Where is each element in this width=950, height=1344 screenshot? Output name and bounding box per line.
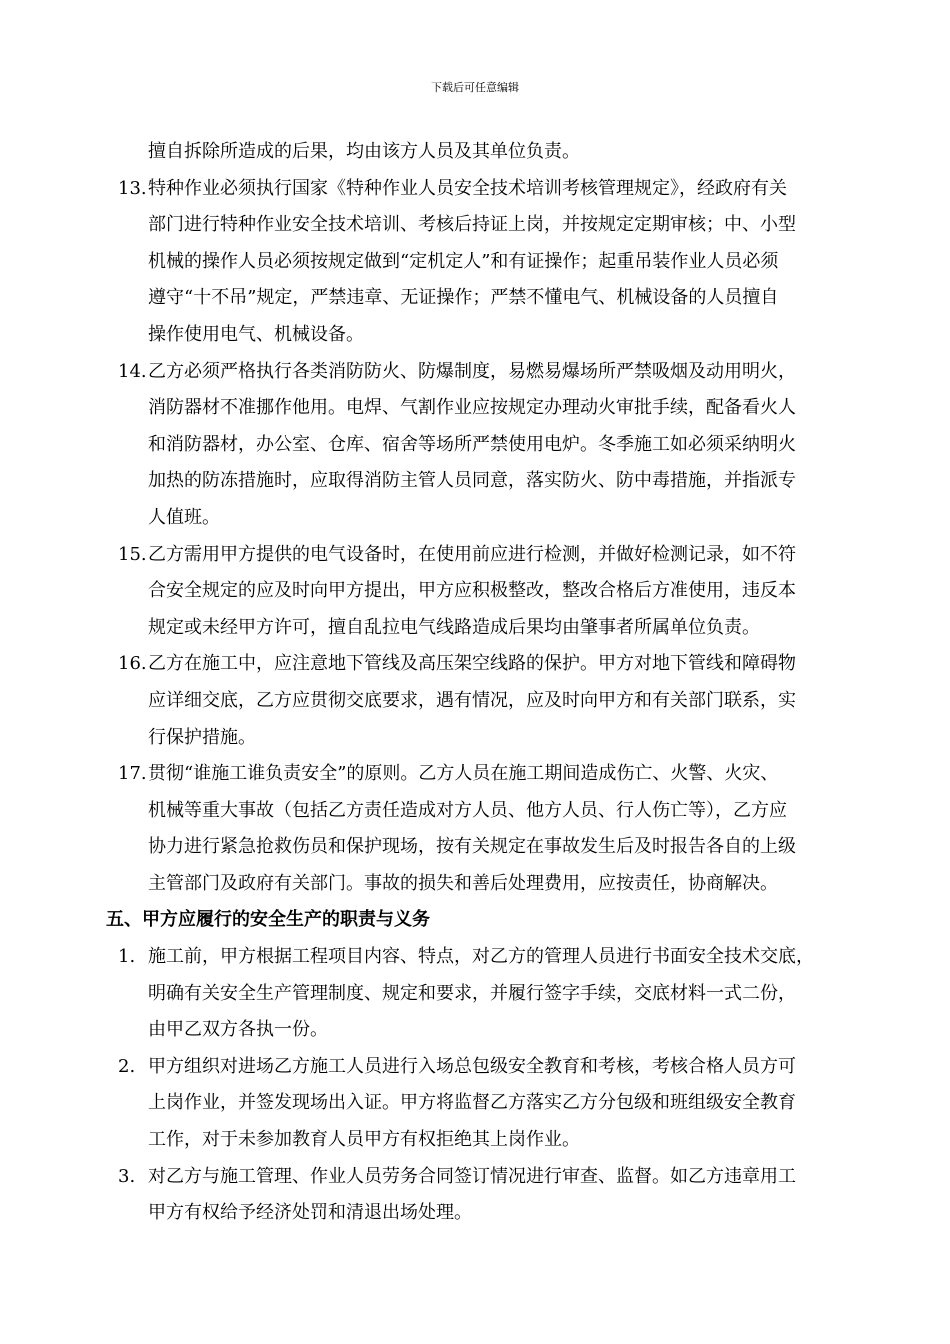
item-text-line: 上岗作业，并签发现场出入证。甲方将监督乙方落实乙方分包级和班组级安全教育 [148, 1092, 796, 1114]
item-text-line: 合安全规定的应及时向甲方提出，甲方应积极整改，整改合格后方准使用，违反本 [148, 580, 796, 602]
item-text-line: 贯彻“谁施工谁负责安全”的原则。乙方人员在施工期间造成伤亡、火警、火灾、 [148, 763, 779, 785]
item-number: 1. [118, 946, 136, 968]
item-text-line: 应详细交底，乙方应贯彻交底要求，遇有情况，应及时向甲方和有关部门联系，实 [148, 689, 796, 711]
item-text-line: 主管部门及政府有关部门。事故的损失和善后处理费用，应按责任，协商解决。 [148, 872, 778, 894]
item-number: 15. [118, 543, 147, 565]
item-text-line: 遵守“十不吊”规定，严禁违章、无证操作；严禁不懂电气、机械设备的人员擅自 [148, 287, 779, 309]
item-text-line: 由甲乙双方各执一份。 [148, 1019, 328, 1041]
item-text-line: 人值班。 [148, 506, 220, 528]
item-text-line: 工作，对于未参加教育人员甲方有权拒绝其上岗作业。 [148, 1129, 580, 1151]
list-item-3 [106, 1159, 856, 1232]
item-text-line: 施工前，甲方根据工程项目内容、特点，对乙方的管理人员进行书面安全技术交底， [148, 946, 814, 968]
item-text-line: 乙方需用甲方提供的电气设备时，在使用前应进行检测，并做好检测记录，如不符 [148, 543, 796, 565]
item-text-line: 机械的操作人员必须按规定做到“定机定人”和有证操作；起重吊装作业人员必须 [148, 250, 779, 272]
page-header: 下载后可任意编辑 [431, 81, 519, 94]
item-text-line: 特种作业必须执行国家《特种作业人员安全技术培训考核管理规定》，经政府有关 [148, 177, 787, 199]
section-heading: 五、甲方应履行的安全生产的职责与义务 [106, 909, 430, 931]
document-body [106, 134, 856, 1232]
item-text-line: 消防器材不准挪作他用。电焊、气割作业应按规定办理动火审批手续，配备看火人 [148, 397, 796, 419]
item-number: 3. [118, 1165, 136, 1187]
item-text-line: 加热的防冻措施时，应取得消防主管人员同意，落实防火、防中毒措施，并指派专 [148, 470, 796, 492]
list-item-17 [106, 756, 856, 902]
list-item-2 [106, 1049, 856, 1159]
item-text-line: 乙方在施工中，应注意地下管线及高压架空线路的保护。甲方对地下管线和障碍物 [148, 653, 796, 675]
item-text-line: 甲方有权给予经济处罚和清退出场处理。 [148, 1202, 472, 1224]
list-item-13 [106, 171, 856, 354]
item-text-line: 甲方组织对进场乙方施工人员进行入场总包级安全教育和考核，考核合格人员方可 [148, 1055, 796, 1077]
item-number: 2. [118, 1055, 136, 1077]
item-text-line: 对乙方与施工管理、作业人员劳务合同签订情况进行审查、监督。如乙方违章用工 [148, 1165, 796, 1187]
item-number: 16. [118, 653, 147, 675]
list-item-1 [106, 939, 856, 1049]
item-text-line: 机械等重大事故（包括乙方责任造成对方人员、他方人员、行人伤亡等），乙方应 [148, 799, 787, 821]
item-number: 14. [118, 360, 147, 382]
item-number: 13. [118, 177, 147, 199]
item-text-line: 部门进行特种作业安全技术培训、考核后持证上岗，并按规定定期审核；中、小型 [148, 214, 796, 236]
item-text-line: 明确有关安全生产管理制度、规定和要求，并履行签字手续，交底材料一式二份， [148, 982, 796, 1004]
item-text-line: 协力进行紧急抢救伤员和保护现场，按有关规定在事故发生后及时报告各自的上级 [148, 836, 796, 858]
item-number: 17. [118, 763, 147, 785]
list-item-16 [106, 646, 856, 756]
item-text-line: 和消防器材，办公室、仓库、宿舍等场所严禁使用电炉。冬季施工如必须采纳明火 [148, 433, 796, 455]
list-item-14 [106, 354, 856, 537]
item-text-line: 行保护措施。 [148, 726, 256, 748]
item-text-line: 规定或未经甲方许可，擅自乱拉电气线路造成后果均由肇事者所属单位负责。 [148, 616, 760, 638]
item-text-line: 操作使用电气、机械设备。 [148, 323, 364, 345]
item-text-line: 乙方必须严格执行各类消防防火、防爆制度，易燃易爆场所严禁吸烟及动用明火， [148, 360, 796, 382]
list-item-15 [106, 537, 856, 647]
continuation-line: 擅自拆除所造成的后果，均由该方人员及其单位负责。 [148, 141, 580, 162]
